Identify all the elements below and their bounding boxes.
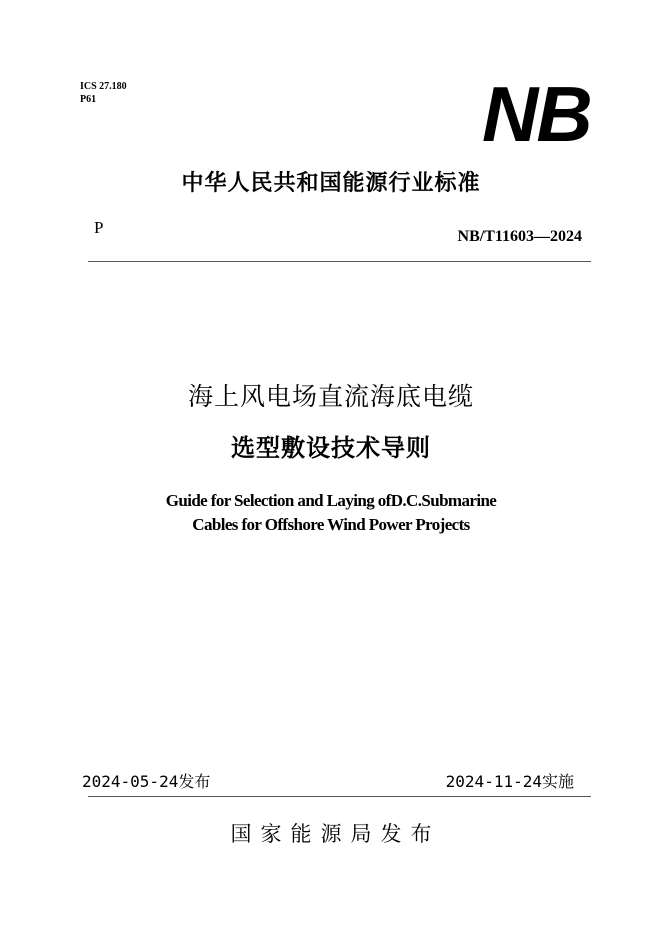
classification-code: P61 [80, 94, 97, 105]
title-english-line-1: Guide for Selection and Laying ofD.C.Submarine [165, 491, 497, 510]
title-english-line-2: Cables for Offshore Wind Power Projects [192, 515, 470, 534]
ics-code: ICS 27.180 [80, 81, 127, 92]
issuing-authority: 国家能源局发布 [230, 822, 441, 846]
nb-logo: NB [482, 70, 591, 158]
standard-number: NB/T11603—2024 [457, 228, 582, 245]
category-letter: P [94, 218, 104, 237]
publish-date: 2024-05-24发布 [82, 772, 211, 791]
title-chinese-line-2: 选型敷设技术导则 [231, 434, 431, 462]
title-chinese-line-1: 海上风电场直流海底电缆 [187, 382, 474, 411]
ics-block [80, 80, 127, 106]
bottom-divider [88, 796, 591, 797]
industry-standard-heading: 中华人民共和国能源行业标准 [181, 171, 481, 196]
implement-date: 2024-11-24实施 [445, 772, 574, 791]
top-divider [88, 261, 591, 262]
